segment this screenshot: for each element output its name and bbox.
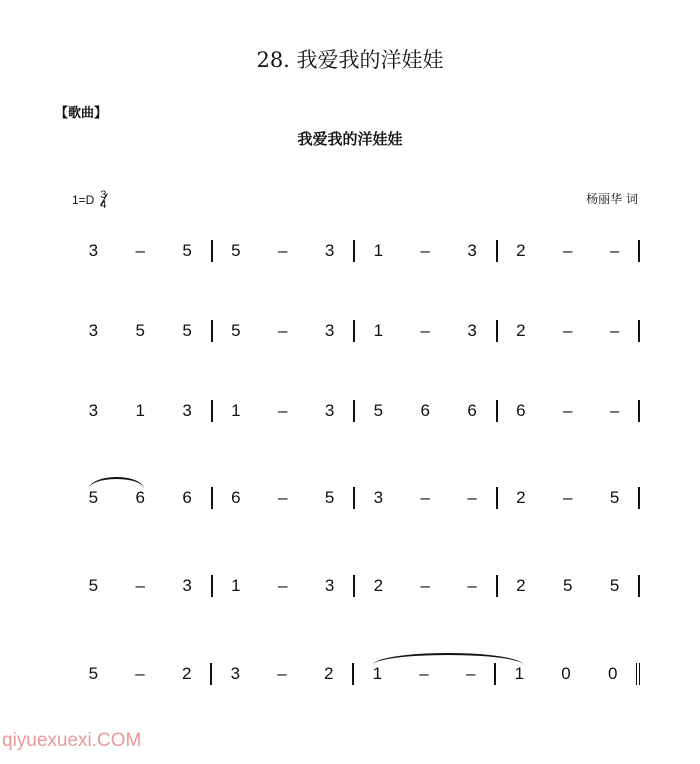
note: 5 (88, 488, 99, 507)
measure (70, 663, 212, 685)
note: – (278, 488, 288, 507)
measure (355, 575, 498, 597)
note: – (465, 664, 476, 683)
score-row (70, 575, 640, 597)
note: 5 (182, 241, 192, 260)
score-row (70, 240, 640, 262)
note: 3 (182, 401, 192, 420)
note: – (278, 241, 288, 260)
measure (498, 487, 641, 509)
note: – (563, 401, 573, 420)
note: – (135, 576, 145, 595)
note: 1 (231, 401, 241, 420)
measure (496, 663, 640, 685)
note: 3 (88, 321, 99, 340)
note: 1 (373, 241, 384, 260)
watermark: qiyuexuexi.COM (2, 730, 142, 751)
note: – (563, 488, 573, 507)
note: 6 (231, 488, 241, 507)
note: 5 (231, 241, 241, 260)
note: – (420, 488, 430, 507)
note: 3 (324, 241, 335, 260)
note: 2 (516, 241, 526, 260)
measure (354, 663, 496, 685)
note: 5 (373, 401, 384, 420)
score-row (70, 663, 640, 685)
time-signature (100, 190, 106, 210)
note: 1 (514, 664, 525, 683)
measure (70, 320, 213, 342)
note: 2 (516, 321, 526, 340)
measure (498, 400, 641, 422)
note: 3 (373, 488, 384, 507)
note: – (563, 321, 573, 340)
note: 6 (467, 401, 477, 420)
note: 2 (516, 488, 526, 507)
page-title: 28. 我爱我的洋娃娃 (256, 48, 444, 72)
measure (70, 240, 213, 262)
note: – (467, 576, 477, 595)
note: 5 (609, 576, 620, 595)
note: – (420, 321, 430, 340)
note: – (278, 401, 288, 420)
note: 5 (88, 664, 99, 683)
measure (213, 487, 356, 509)
note: 1 (372, 664, 383, 683)
category-label: 【歌曲】 (55, 106, 108, 121)
score-row (70, 400, 640, 422)
note: 5 (231, 321, 241, 340)
note: 3 (324, 576, 335, 595)
measure (212, 663, 354, 685)
time-top: 3 (100, 189, 107, 201)
measure (213, 240, 356, 262)
note: 0 (607, 664, 618, 683)
note: 3 (467, 241, 477, 260)
note: 2 (181, 664, 192, 683)
note: 6 (182, 488, 192, 507)
note: – (278, 576, 288, 595)
song-title: 我爱我的洋娃娃 (297, 130, 403, 148)
note: – (609, 321, 620, 340)
note: 1 (135, 401, 145, 420)
note: – (135, 664, 145, 683)
note: 2 (373, 576, 384, 595)
note: 3 (88, 401, 99, 420)
note: 3 (182, 576, 192, 595)
measure (355, 240, 498, 262)
measure (213, 400, 356, 422)
note: 5 (88, 576, 99, 595)
measure (70, 575, 213, 597)
lyricist: 杨丽华 词 (586, 192, 638, 206)
measure (213, 320, 356, 342)
slur (89, 477, 144, 489)
note: 6 (135, 488, 145, 507)
measure (498, 240, 641, 262)
measure (498, 575, 641, 597)
note: 3 (88, 241, 99, 260)
note: – (419, 664, 429, 683)
note: – (420, 241, 430, 260)
slur (373, 653, 523, 665)
measure (355, 320, 498, 342)
measure (213, 575, 356, 597)
note: 5 (135, 321, 145, 340)
note: 1 (231, 576, 241, 595)
key-signature (72, 190, 106, 210)
time-bottom: 4 (100, 199, 107, 211)
measure (70, 400, 213, 422)
note: 5 (324, 488, 335, 507)
score-row (70, 320, 640, 342)
measure (70, 487, 213, 509)
note: – (609, 241, 620, 260)
note: – (135, 241, 145, 260)
note: – (278, 321, 288, 340)
note: 5 (182, 321, 192, 340)
note: 5 (609, 488, 620, 507)
note: 3 (230, 664, 241, 683)
note: 6 (516, 401, 526, 420)
key-label: 1=D (72, 193, 95, 207)
note: 0 (561, 664, 571, 683)
note: 1 (373, 321, 384, 340)
note: 2 (323, 664, 334, 683)
note: – (277, 664, 287, 683)
measure (498, 320, 641, 342)
measure (355, 487, 498, 509)
note: 6 (420, 401, 430, 420)
note: 3 (467, 321, 477, 340)
note: 2 (516, 576, 526, 595)
note: – (563, 241, 573, 260)
note: – (609, 401, 620, 420)
note: – (467, 488, 477, 507)
measure (355, 400, 498, 422)
score-row (70, 487, 640, 509)
note: 5 (563, 576, 573, 595)
note: 3 (324, 401, 335, 420)
note: – (420, 576, 430, 595)
note: 3 (324, 321, 335, 340)
